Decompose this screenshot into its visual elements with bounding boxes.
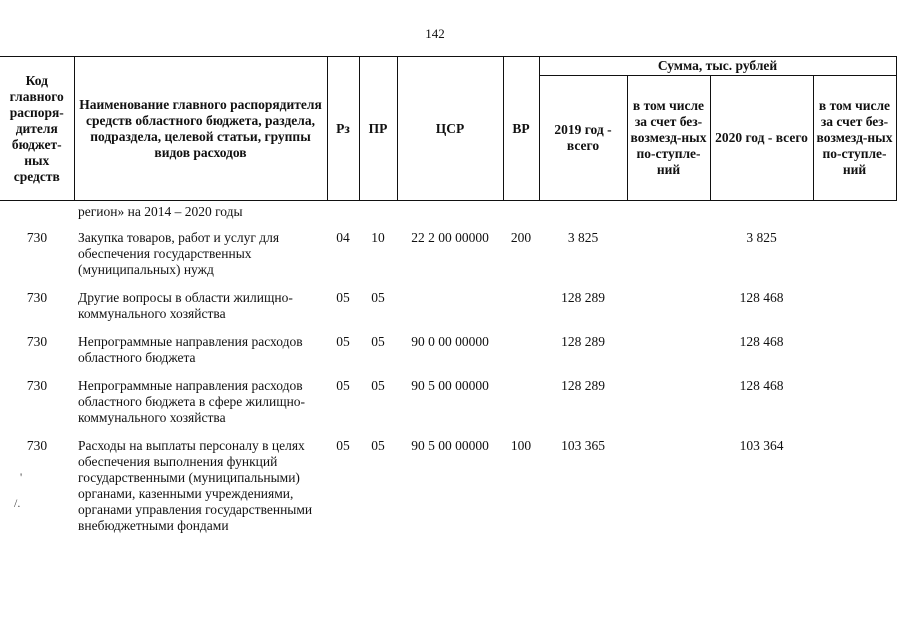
cell-vr: 100: [510, 438, 532, 453]
header-rz: Рз: [327, 57, 359, 201]
cell-vr: 200: [510, 230, 532, 245]
cell-2020-free: [813, 432, 896, 540]
table-row: [0, 328, 896, 372]
cell-2020-free: [813, 224, 896, 284]
page-number: 142: [425, 26, 445, 41]
cell-2020-total: 128 468: [739, 334, 784, 349]
cell-csr: [397, 284, 503, 328]
cell-2019-free: [627, 372, 710, 432]
header-2020-free: в том числе за счет без-возмезд-ных по-ступле-ний: [813, 76, 896, 201]
header-csr: ЦСР: [397, 57, 503, 201]
cell-vr: [503, 284, 539, 328]
cell-pr: 05: [371, 438, 385, 453]
cell-vr: [503, 372, 539, 432]
cell-2019-total: 3 825: [567, 230, 599, 245]
header-code: Код главного распоря-дителя бюджет-ных средств: [0, 57, 74, 201]
cell-csr: 90 5 00 00000: [411, 378, 489, 393]
cell-code: 730: [26, 334, 48, 349]
cell-2020-free: [813, 328, 896, 372]
cell-name: Непрограммные направления расходов областного бюджета: [78, 334, 303, 365]
cell-rz: 05: [336, 378, 350, 393]
cell-code: 730: [26, 290, 48, 305]
cell-name: Закупка товаров, работ и услуг для обеспечения государственных (муниципальных) нужд: [78, 230, 280, 277]
table-row: [0, 284, 896, 328]
cell-2019-total: 128 289: [561, 334, 605, 349]
header-2019-total: 2019 год - всего: [539, 76, 627, 201]
scan-mark: /.: [14, 496, 21, 510]
scan-mark: ': [20, 470, 23, 484]
header-pr: ПР: [359, 57, 397, 201]
cell-2020-total: 128 468: [739, 378, 784, 393]
cell-name: Другие вопросы в области жилищно-коммунального хозяйства: [78, 290, 293, 321]
header-2019-free: в том числе за счет без-возмезд-ных по-ступле-ний: [627, 76, 710, 201]
header-name: Наименование главного распорядителя средств областного бюджета, раздела, подраздела, целевой статьи, группы видов расходов: [74, 57, 327, 201]
cell-pr: 10: [371, 230, 385, 245]
cell-2019-total: 128 289: [561, 290, 605, 305]
cell-2019-free: [627, 284, 710, 328]
budget-table: [0, 56, 897, 540]
cell-2019-free: [627, 328, 710, 372]
cell-vr: [503, 328, 539, 372]
cell-rz: 05: [336, 438, 350, 453]
cell-code: 730: [26, 378, 48, 393]
cell-csr: 22 2 00 00000: [411, 230, 489, 245]
continuation-row: [0, 201, 896, 225]
table-row: [0, 372, 896, 432]
cell-csr: 90 0 00 00000: [411, 334, 489, 349]
header-sum-group: Сумма, тыс. рублей: [539, 57, 896, 76]
continuation-text: регион» на 2014 – 2020 годы: [78, 204, 243, 219]
header-2020-total: 2020 год - всего: [710, 76, 813, 201]
cell-name: Расходы на выплаты персоналу в целях обеспечения выполнения функций государственными (муниципальными) органами, казенными учреждениями, органами управления государственными внебюджетными фондами: [78, 438, 313, 533]
cell-2020-free: [813, 372, 896, 432]
cell-name: Непрограммные направления расходов областного бюджета в сфере жилищно-коммунального хозяйства: [78, 378, 306, 425]
cell-2020-free: [813, 284, 896, 328]
cell-rz: 05: [336, 334, 350, 349]
cell-code: 730: [26, 230, 48, 245]
cell-2019-free: [627, 224, 710, 284]
cell-2020-total: 103 364: [739, 438, 784, 453]
cell-pr: 05: [371, 334, 385, 349]
cell-pr: 05: [371, 290, 385, 305]
cell-2020-total: 3 825: [746, 230, 777, 245]
table-row: [0, 432, 896, 540]
cell-rz: 05: [336, 290, 350, 305]
cell-csr: 90 5 00 00000: [411, 438, 489, 453]
cell-2019-total: 103 365: [561, 438, 605, 453]
cell-2019-free: [627, 432, 710, 540]
cell-pr: 05: [371, 378, 385, 393]
cell-2020-total: 128 468: [739, 290, 784, 305]
cell-code: 730: [26, 438, 48, 453]
cell-rz: 04: [336, 230, 350, 245]
cell-2019-total: 128 289: [561, 378, 605, 393]
header-vr: ВР: [503, 57, 539, 201]
table-row: [0, 224, 896, 284]
